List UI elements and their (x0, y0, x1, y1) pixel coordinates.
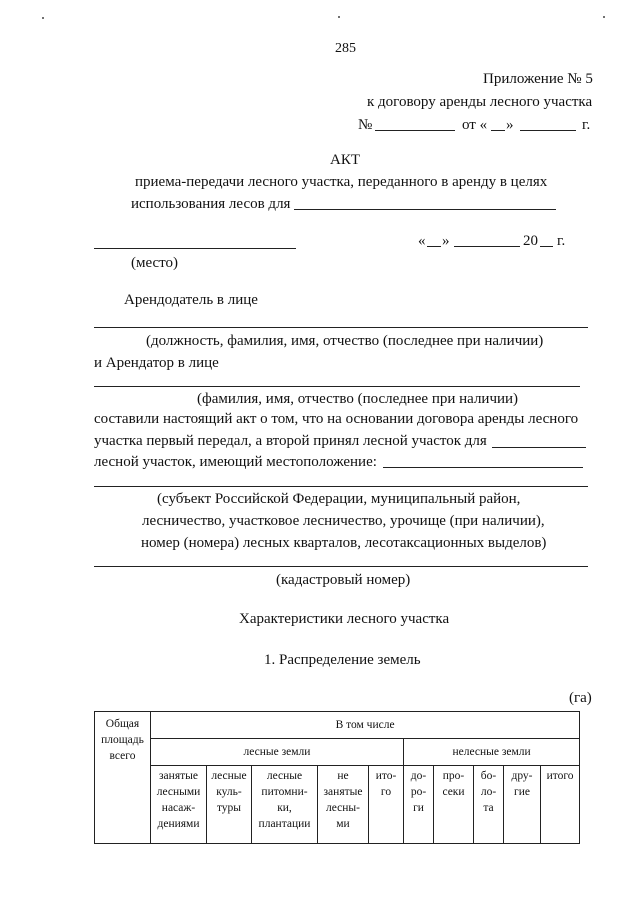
date-year-blank (540, 246, 553, 247)
date-day-blank (427, 246, 441, 247)
place-label: (место) (131, 255, 179, 271)
unit-label: (га) (569, 690, 592, 706)
appendix-subtitle: к договору аренды лесного участка (367, 94, 593, 110)
including-header: В том числе (151, 712, 580, 739)
date-close-quote: » (442, 233, 450, 249)
act-title: АКТ (330, 152, 360, 168)
date-year-suffix: г. (557, 233, 566, 249)
location-hint-line3: номер (номера) лесных кварталов, лесотаксационных выделов) (141, 535, 547, 551)
column-header: до- ро- ги (404, 766, 434, 844)
column-header: итого (541, 766, 580, 844)
lessor-blank (94, 327, 588, 328)
lessee-blank (94, 386, 580, 387)
date-month-blank (454, 246, 520, 247)
appendix-month-blank (520, 130, 576, 131)
appendix-number-blank (375, 130, 455, 131)
column-header: ито- го (369, 766, 404, 844)
nonforest-lands-header: нелесные земли (404, 739, 580, 766)
location-hint-line2: лесничество, участковое лесничество, урочище (при наличии), (142, 513, 545, 529)
place-blank (94, 248, 296, 249)
location-full-blank (94, 486, 588, 487)
section-title: Характеристики лесного участка (239, 611, 450, 627)
date-year: 20 (523, 233, 538, 249)
scan-speck (338, 16, 340, 18)
lessor-label: Арендодатель в лице (124, 292, 258, 308)
appendix-year-suffix: г. (582, 117, 591, 133)
scan-speck (603, 16, 605, 18)
column-header: лесные куль- туры (207, 766, 252, 844)
scan-speck (42, 17, 44, 19)
act-subtitle-line2: использования лесов для (131, 196, 291, 212)
land-distribution-table (94, 711, 580, 844)
appendix-day-blank (491, 130, 505, 131)
column-header: занятые лесными насаж- дениями (151, 766, 207, 844)
location-hint-line1: (субъект Российской Федерации, муниципальный район, (157, 491, 521, 507)
appendix-date-prefix: от « (462, 117, 488, 133)
body-line3: лесной участок, имеющий местоположение: (94, 454, 377, 470)
total-area-header: Общая площадь всего (95, 712, 151, 844)
body-line1: составили настоящий акт о том, что на основании договора аренды лесного (94, 411, 579, 427)
purpose-blank (294, 209, 556, 210)
lessor-hint: (должность, фамилия, имя, отчество (последнее при наличии) (146, 333, 544, 349)
page-number: 285 (335, 41, 356, 56)
column-header: про- секи (434, 766, 474, 844)
forest-lands-header: лесные земли (151, 739, 404, 766)
column-header: лесные питомни- ки, плантации (252, 766, 318, 844)
appendix-number-label: № (358, 117, 373, 133)
body-line2: участка первый передал, а второй принял лесной участок для (94, 433, 487, 449)
location-blank (383, 467, 583, 468)
purpose-blank-2 (492, 447, 586, 448)
lessee-label: и Арендатор в лице (94, 355, 219, 371)
appendix-title: Приложение № 5 (483, 71, 593, 87)
column-header: бо- ло- та (474, 766, 504, 844)
subsection-title: 1. Распределение земель (264, 652, 421, 668)
cadastral-hint: (кадастровый номер) (276, 572, 411, 588)
date-open-quote: « (418, 233, 426, 249)
lessee-hint: (фамилия, имя, отчество (последнее при наличии) (197, 391, 519, 407)
cadastral-blank (94, 566, 588, 567)
appendix-date-mid: » (506, 117, 514, 133)
act-subtitle-line1: приема-передачи лесного участка, переданного в аренду в целях (135, 174, 548, 190)
column-header: дру- гие (504, 766, 541, 844)
column-header: не занятые лесны- ми (318, 766, 369, 844)
